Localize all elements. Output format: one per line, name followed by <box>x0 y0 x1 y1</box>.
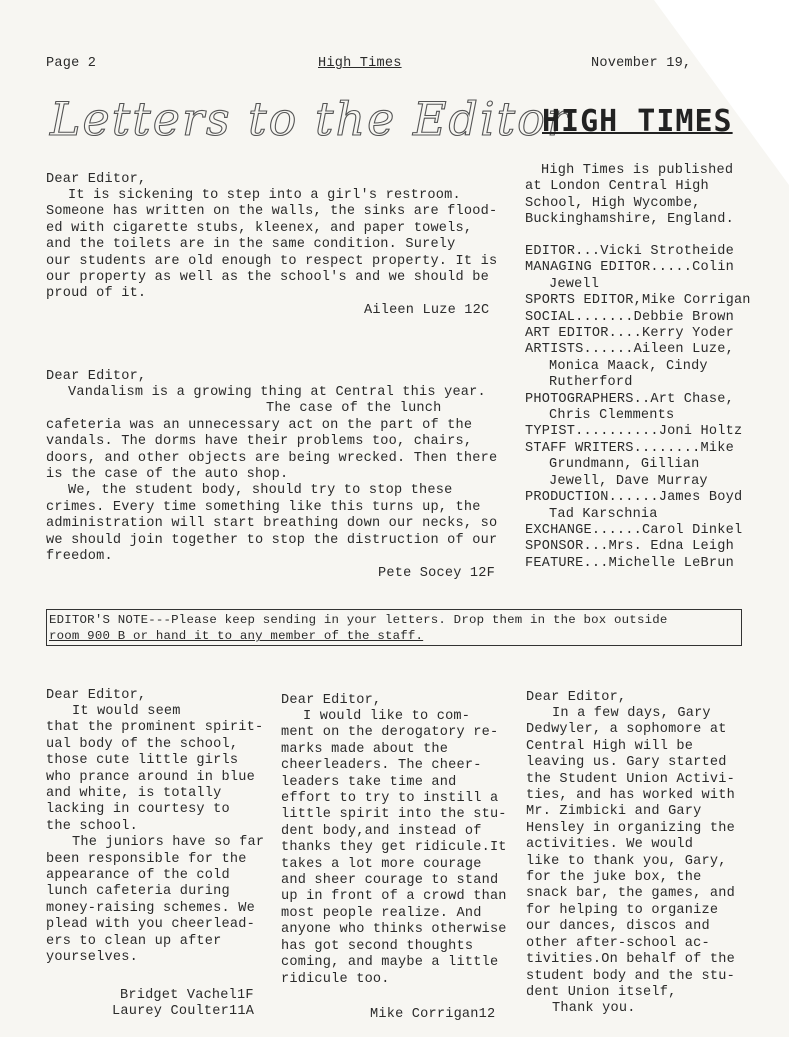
letter1-line: proud of it. <box>46 286 147 302</box>
letter4-salutation: Dear Editor, <box>281 693 382 708</box>
letter5-line: Thank you. <box>552 1001 636 1017</box>
letter5-line: student body and the stu- <box>526 968 735 984</box>
page-number: Page 2 <box>46 56 97 71</box>
letter3-line: the school. <box>46 818 138 834</box>
letter2-line: doors, and other objects are being wrecked. Then there <box>46 450 498 466</box>
staff-line: PHOTOGRAPHERS..Art Chase, <box>525 391 734 407</box>
letter4-line: coming, and maybe a little <box>281 955 499 971</box>
letter5-line: the Student Union Activi- <box>526 771 735 787</box>
letter4-line: anyone who thinks otherwise <box>281 922 507 938</box>
letter5-body <box>526 706 735 1018</box>
letter5-line: snack bar, the games, and <box>526 886 735 902</box>
letter4-line: ridicule too. <box>281 971 390 987</box>
letter3-line: lacking in courtesy to <box>46 802 230 818</box>
letter5-line: Dedwyler, a sophomore at <box>526 722 727 738</box>
letter5-line: ties, and has worked with <box>526 788 735 804</box>
masthead-info-line: at London Central High <box>525 179 709 195</box>
letter3-line: who prance around in blue <box>46 769 255 785</box>
header-date: November 19, <box>591 56 692 71</box>
letter3-line: yourselves. <box>46 950 138 966</box>
letter3-line: money-raising schemes. We <box>46 900 255 916</box>
letter3-body <box>46 704 264 967</box>
staff-line: MANAGING EDITOR.....Colin <box>525 260 734 276</box>
letter3-line: plead with you cheerlead- <box>46 917 255 933</box>
letter2-line: Vandalism is a growing thing at Central this year. <box>68 385 486 400</box>
letter2-line: The case of the lunch <box>266 401 442 417</box>
staff-line: Monica Maack, Cindy <box>549 358 708 374</box>
torn-corner <box>654 0 789 185</box>
letter4-line: effort to try to instill a <box>281 791 499 807</box>
letter5-line: dent Union itself, <box>526 984 677 1000</box>
staff-line: ARTISTS......Aileen Luze, <box>525 342 734 358</box>
letter5-line: leaving us. Gary started <box>526 755 727 771</box>
letter4-line: thanks they get ridicule.It <box>281 840 507 856</box>
letter1-line: Someone has written on the walls, the sinks are flood- <box>46 204 498 220</box>
masthead-info-line: Buckinghamshire, England. <box>525 212 734 228</box>
letter4-line: cheerleaders. The cheer- <box>281 758 482 774</box>
letter1-salutation: Dear Editor, <box>46 172 147 187</box>
letter5-line: In a few days, Gary <box>552 706 711 721</box>
letter3-salutation: Dear Editor, <box>46 688 147 703</box>
letter3-line: that the prominent spirit- <box>46 720 264 736</box>
letter2-body <box>46 385 498 565</box>
staff-line: EXCHANGE......Carol Dinkel <box>525 522 743 538</box>
staff-line: PRODUCTION......James Boyd <box>525 490 743 506</box>
letter5-line: tivities.On behalf of the <box>526 952 735 968</box>
letter3-line: ual body of the school, <box>46 736 239 752</box>
letter4-signature: Mike Corrigan12 <box>370 1007 496 1022</box>
masthead-info-line: High Times is published <box>541 163 734 178</box>
letter3-line: those cute little girls <box>46 753 239 769</box>
masthead-info <box>525 163 734 229</box>
letter5-line: Mr. Zimbicki and Gary <box>526 804 702 820</box>
masthead-info-line: School, High Wycombe, <box>525 195 701 211</box>
letter1-body <box>46 188 498 303</box>
letter3-line: lunch cafeteria during <box>46 884 230 900</box>
letter4-line: ment on the derogatory re- <box>281 725 499 741</box>
letter4-line: and sheer courage to stand <box>281 873 499 889</box>
editors-note <box>49 612 667 645</box>
letter4-line: has got second thoughts <box>281 938 474 954</box>
letter5-line: like to thank you, Gary, <box>526 853 727 869</box>
letter3-line: ers to clean up after <box>46 933 222 949</box>
letter4-line: marks made about the <box>281 741 449 757</box>
letter2-salutation: Dear Editor, <box>46 369 147 384</box>
letter5-line: for helping to organize <box>526 902 719 918</box>
staff-list <box>525 244 751 572</box>
letter4-line: I would like to com- <box>303 709 471 724</box>
letter1-line: ed with cigarette stubs, kleenex, and paper towels, <box>46 220 473 236</box>
editors-note-line: EDITOR'S NOTE---Please keep sending in your letters. Drop them in the box outside <box>49 613 668 627</box>
staff-line: TYPIST..........Joni Holtz <box>525 424 743 440</box>
letter4-line: most people realize. And <box>281 905 482 921</box>
staff-line: Tad Karschnia <box>549 506 658 522</box>
staff-line: Grundmann, Gillian <box>549 457 700 473</box>
letter3-line: appearance of the cold <box>46 868 230 884</box>
letter5-line: Central High will be <box>526 738 694 754</box>
letter3-signature: Laurey Coulter11A <box>112 1004 255 1019</box>
letter2-line: We, the student body, should try to stop these <box>68 483 453 499</box>
letter2-line: crimes. Every time something like this turns up, the <box>46 499 481 515</box>
staff-line: Chris Clemments <box>549 408 675 424</box>
letter4-body <box>281 709 507 988</box>
letter3-line: and white, is totally <box>46 786 222 802</box>
staff-line: Jewell, Dave Murray <box>549 473 708 489</box>
letter5-line: Hensley in organizing the <box>526 820 735 836</box>
staff-line: SPONSOR...Mrs. Edna Leigh <box>525 539 734 555</box>
staff-line: ART EDITOR....Kerry Yoder <box>525 326 734 342</box>
letter5-line: for the juke box, the <box>526 870 702 886</box>
staff-line: SOCIAL.......Debbie Brown <box>525 309 734 325</box>
section-title: Letters to the Editor <box>50 92 571 146</box>
letter2-line: we should join together to stop the distruction of our <box>46 532 498 548</box>
letter3-signature: Bridget Vachel1F <box>120 988 254 1003</box>
staff-line: SPORTS EDITOR,Mike Corrigan <box>525 293 751 309</box>
letter4-line: up in front of a crowd than <box>281 889 507 905</box>
letter5-line: activities. We would <box>526 837 694 853</box>
letter1-signature: Aileen Luze 12C <box>364 303 490 318</box>
letter5-salutation: Dear Editor, <box>526 690 627 705</box>
staff-line: EDITOR...Vicki Strotheide <box>525 244 734 259</box>
editors-note-line: room 900 B or hand it to any member of the staff. <box>49 629 424 644</box>
staff-line: Rutherford <box>549 375 633 391</box>
letter2-line: vandals. The dorms have their problems too, chairs, <box>46 434 473 450</box>
staff-line: STAFF WRITERS........Mike <box>525 440 734 456</box>
letter3-line: The juniors have so far <box>72 835 265 851</box>
header-paper-name: High Times <box>318 56 402 71</box>
staff-line: Jewell <box>549 276 600 292</box>
letter2-line: cafeteria was an unnecessary act on the part of the <box>46 417 473 433</box>
letter3-line: been responsible for the <box>46 851 247 867</box>
letter2-line: is the case of the auto shop. <box>46 467 289 483</box>
letter4-line: dent body,and instead of <box>281 823 482 839</box>
letter4-line: leaders take time and <box>281 774 457 790</box>
letter5-line: other after-school ac- <box>526 935 710 951</box>
masthead-title: HIGH TIMES <box>542 104 733 139</box>
letter1-line: our students are old enough to respect property. It is <box>46 253 498 269</box>
letter1-line: It is sickening to step into a girl's restroom. <box>68 188 461 203</box>
staff-line: FEATURE...Michelle LeBrun <box>525 555 734 571</box>
letter1-line: and the toilets are in the same condition. Surely <box>46 237 456 253</box>
letter4-line: little spirit into the stu- <box>281 807 507 823</box>
letter1-line: our property as well as the school's and we should be <box>46 270 489 286</box>
letter2-line: freedom. <box>46 549 113 565</box>
letter4-line: takes a lot more courage <box>281 856 482 872</box>
letter2-signature: Pete Socey 12F <box>378 566 496 581</box>
letter5-line: our dances, discos and <box>526 919 710 935</box>
letter2-line: administration will start breathing down our necks, so <box>46 516 498 532</box>
letter3-line: It would seem <box>72 704 181 719</box>
